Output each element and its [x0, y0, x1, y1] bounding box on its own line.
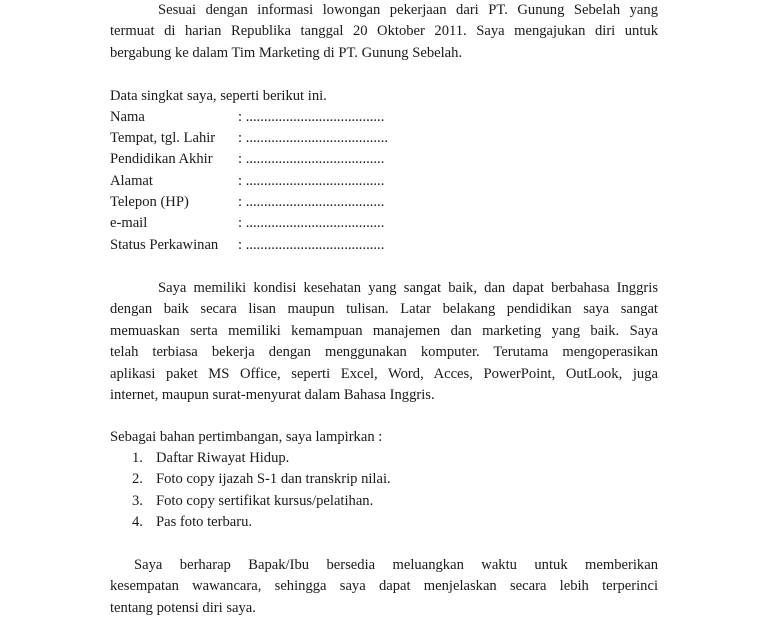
data-row-status: [110, 235, 384, 256]
data-value: : ......................................: [238, 237, 385, 253]
data-label: Tempat, tgl. Lahir: [110, 130, 216, 146]
paragraph-line: termuat di harian Republika tanggal 20 Oktober 2011. Saya mengajukan diri untuk: [110, 23, 658, 40]
data-label: e-mail: [110, 215, 148, 231]
data-label: Status Perkawinan: [110, 237, 219, 253]
paragraph-line: dengan baik secara lisan maupun tulisan. Latar belakang pendidikan saya sangat: [110, 301, 658, 318]
paragraph-line: bergabung ke dalam Tim Marketing di PT. Gunung Sebelah.: [110, 44, 463, 61]
data-intro: Data singkat saya, seperti berikut ini.: [110, 88, 327, 104]
data-row-nama: [110, 107, 384, 128]
paragraph-line: memuaskan serta memiliki kemampuan manajemen dan marketing yang baik. Saya: [110, 322, 658, 339]
paragraph-line: telah terbiasa bekerja dengan menggunakan komputer. Terutama mengoperasikan: [110, 344, 658, 361]
attachments-list: [132, 448, 391, 534]
paragraph-line: Saya memiliki kondisi kesehatan yang sangat baik, dan dapat berbahasa Inggris: [158, 280, 658, 296]
data-value: : .......................................: [238, 130, 388, 146]
paragraph-line: Saya berharap Bapak/Ibu bersedia meluangkan waktu untuk memberikan: [134, 557, 658, 573]
paragraph-line: kesempatan wawancara, sehingga saya dapat menjelaskan secara lebih terperinci: [110, 578, 658, 595]
data-row-email: [110, 213, 384, 234]
list-item: 3. Foto copy sertifikat kursus/pelatihan.: [132, 492, 374, 509]
data-value: : ......................................: [238, 173, 385, 189]
data-row-alamat: [110, 171, 384, 192]
data-row-tempat-lahir: [110, 128, 388, 149]
skills-paragraph: [110, 278, 658, 406]
opening-paragraph: [110, 0, 658, 64]
data-label: Alamat: [110, 173, 153, 189]
list-item: 1. Daftar Riwayat Hidup.: [132, 450, 290, 466]
data-value: : ......................................: [238, 194, 385, 210]
data-row-telepon: [110, 192, 384, 213]
closing-paragraph: [110, 555, 658, 619]
paragraph-line: Sesuai dengan informasi lowongan pekerjaan dari PT. Gunung Sebelah yang: [158, 2, 658, 18]
attachments-intro: Sebagai bahan pertimbangan, saya lampirkan :: [110, 429, 383, 445]
paragraph-line: internet, maupun surat-menyurat dalam Bahasa Inggris.: [110, 387, 435, 404]
paragraph-line: tentang potensi diri saya.: [110, 599, 256, 616]
data-row-pendidikan: [110, 149, 384, 170]
data-value: : ......................................: [238, 109, 385, 125]
data-label: Telepon (HP): [110, 194, 189, 210]
data-label: Pendidikan Akhir: [110, 151, 213, 167]
list-item: 4. Pas foto terbaru.: [132, 514, 253, 531]
data-value: : ......................................: [238, 215, 385, 231]
data-label: Nama: [110, 109, 145, 125]
list-item: 2. Foto copy ijazah S-1 dan transkrip nilai.: [132, 471, 391, 488]
paragraph-line: aplikasi paket MS Office, seperti Excel, Word, Acces, PowerPoint, OutLook, juga: [110, 365, 658, 382]
data-value: : ......................................: [238, 151, 385, 167]
